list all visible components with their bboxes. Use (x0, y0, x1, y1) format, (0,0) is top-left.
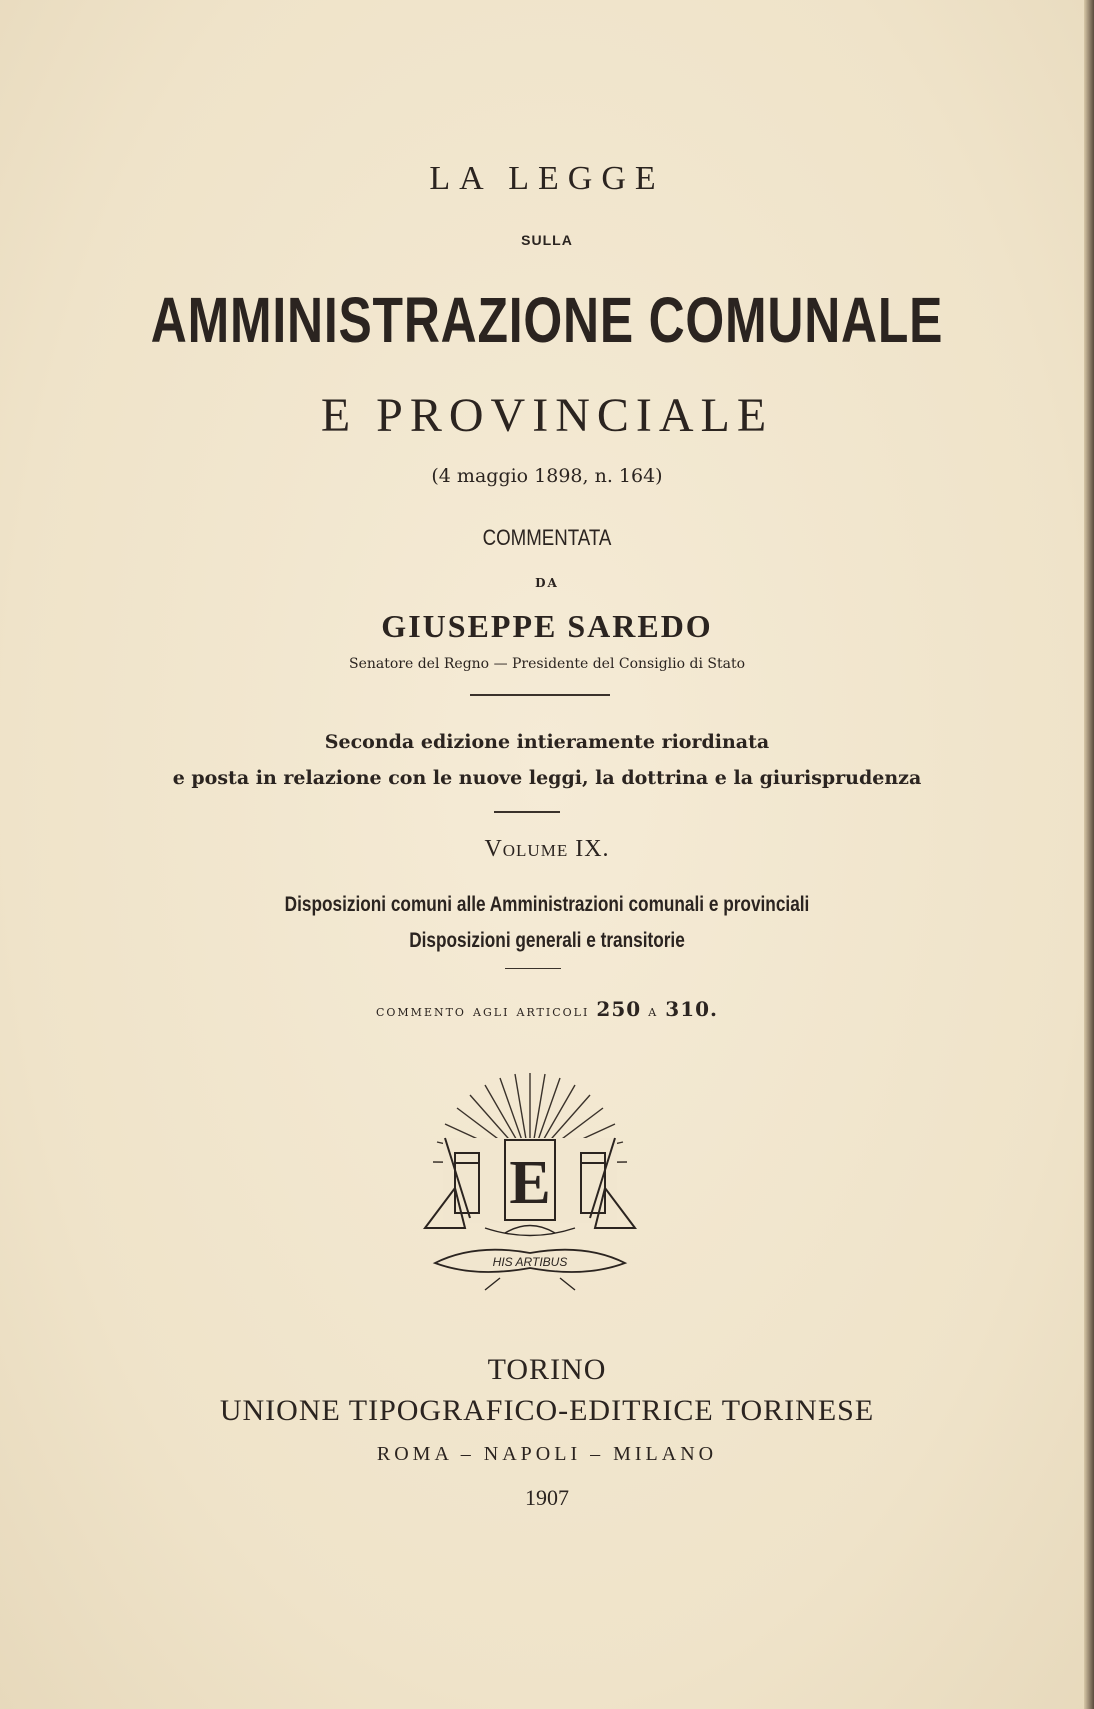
city: TORINO (487, 1353, 607, 1386)
main-title: AMMINISTRAZIONE COMUNALE (150, 284, 944, 356)
da-label: DA (535, 576, 559, 590)
subject-line-2: Disposizioni generali e transitorie (409, 929, 685, 952)
monogram-letter: E (509, 1149, 551, 1217)
publisher: UNIONE TIPOGRAFICO-EDITRICE TORINESE (219, 1394, 875, 1427)
divider-rule (470, 694, 610, 696)
author-title: Senatore del Regno — Presidente del Consiglio di Stato (348, 656, 745, 672)
heading-la-legge: LA LEGGE (429, 160, 665, 197)
divider-rule (494, 811, 560, 813)
commentata-label: COMMENTATA (482, 525, 612, 550)
articles-to: 310. (665, 997, 719, 1021)
commento-line (0, 997, 1094, 1021)
author-name: GIUSEPPE SAREDO (381, 608, 713, 644)
emblem-motto: HIS ARTIBUS (492, 1255, 568, 1269)
law-date: (4 maggio 1898, n. 164) (431, 465, 663, 487)
subject-line-1: Disposizioni comuni alle Amministrazioni comunali e provinciali (284, 893, 810, 916)
articles-from: 250 (596, 997, 642, 1021)
edition-line-1: Seconda edizione intieramente riordinata (324, 731, 770, 753)
divider-rule (505, 968, 561, 969)
publication-year: 1907 (525, 1485, 569, 1510)
edition-line-2: e posta in relazione con le nuove leggi, la dottrina e la giurisprudenza (172, 767, 922, 789)
volume-label: Volume IX. (484, 836, 610, 862)
publisher-emblem (415, 1068, 645, 1293)
commento-prefix: commento agli articoli (375, 1001, 590, 1020)
heading-sulla: SULLA (521, 232, 573, 248)
commento-a: a (648, 1001, 659, 1020)
main-title-2: E PROVINCIALE (320, 389, 774, 442)
publisher-branches: ROMA – NAPOLI – MILANO (376, 1443, 718, 1465)
